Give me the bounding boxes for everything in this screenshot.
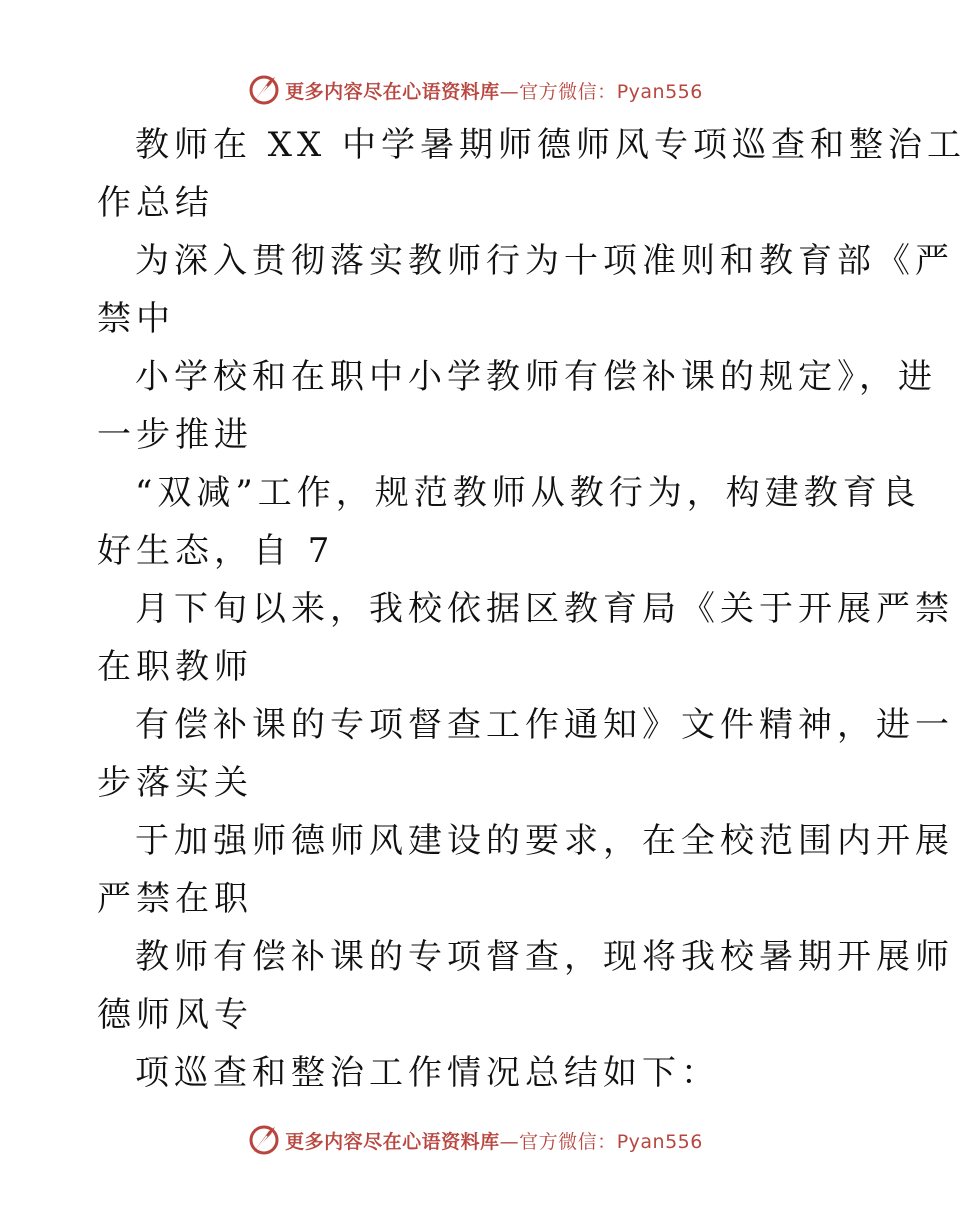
banner-dash: —	[499, 80, 520, 103]
quill-circle-logo-icon	[247, 1123, 281, 1157]
body-line: 作总结	[97, 183, 214, 223]
body-line: 月下旬以来，我校依据区教育局《关于开展严禁	[135, 589, 954, 629]
banner-wechat-label: 官方微信：	[519, 1130, 617, 1153]
banner-text	[285, 1127, 703, 1154]
banner-site-text: 更多内容尽在心语资料库	[285, 1130, 500, 1153]
body-line: 步落实关	[97, 763, 253, 803]
body-line: 好生态，自 7	[97, 531, 335, 571]
body-line: 项巡查和整治工作情况总结如下：	[135, 1053, 720, 1093]
body-line: 为深入贯彻落实教师行为十项准则和教育部《严	[135, 241, 954, 281]
body-line: 于加强师德师风建设的要求，在全校范围内开展	[135, 821, 954, 861]
body-line: 在职教师	[97, 647, 253, 687]
body-line: 严禁在职	[97, 879, 253, 919]
footer-banner	[0, 1120, 950, 1160]
body-line: 一步推进	[97, 415, 253, 455]
body-line: 小学校和在职中小学教师有偿补课的规定》，进	[135, 357, 937, 397]
banner-wechat-id: Pyan556	[616, 80, 703, 103]
body-line: 有偿补课的专项督查工作通知》文件精神，进一	[135, 705, 954, 745]
body-line: 教师有偿补课的专项督查，现将我校暑期开展师	[135, 937, 954, 977]
banner-site-text: 更多内容尽在心语资料库	[285, 80, 500, 103]
body-line: “双减”工作，规范教师从教行为，构建教育良	[135, 473, 921, 513]
document-body	[97, 116, 966, 1102]
body-line: 禁中	[97, 299, 175, 339]
banner-dash: —	[499, 1130, 520, 1153]
banner-text	[285, 77, 703, 104]
header-banner	[0, 70, 950, 110]
banner-wechat-label: 官方微信：	[519, 80, 617, 103]
body-line: 教师在 XX 中学暑期师德师风专项巡查和整治工	[135, 125, 966, 165]
banner-wechat-id: Pyan556	[616, 1130, 703, 1153]
quill-circle-logo-icon	[247, 73, 281, 107]
body-line: 德师风专	[97, 995, 253, 1035]
